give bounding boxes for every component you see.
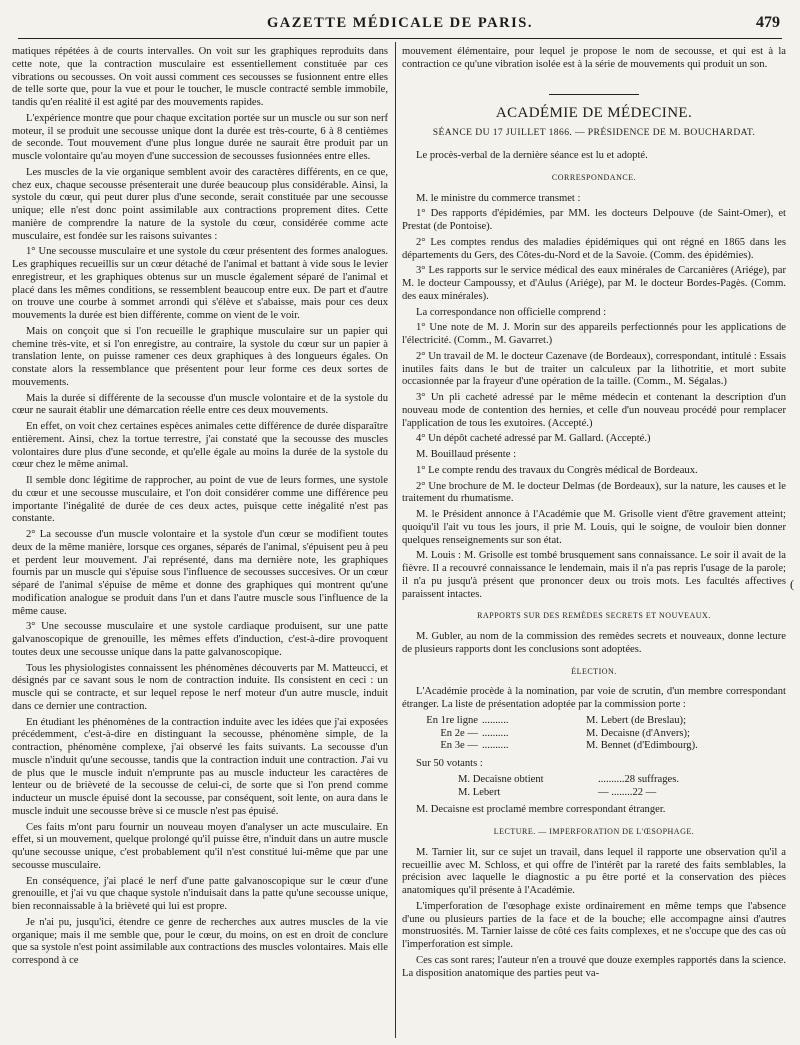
- vote-dots: — ........: [598, 786, 633, 798]
- session-heading: SÉANCE DU 17 JUILLET 1866. — PRÉSIDENCE DE M. BOUCHARDAT.: [432, 127, 756, 139]
- paragraph: L'imperforation de l'œsophage existe ordinairement en même temps que l'absence d'une ou plusieurs parties de la face et de la bouche; elle accompagne ainsi d'autres monstruosités. M. Tarnier laisse de côté ces faits complexes, et ne s'occupe que des cas où l'imperforation est simple.: [402, 900, 786, 950]
- subsection-heading: ÉLECTION.: [571, 666, 617, 676]
- paragraph: 2° Un travail de M. le docteur Cazenave (de Bordeaux), correspondant, intitulé : Essais inutiles faits dans le but de traiter un calculeux par la lithotritie, et mort subite occasionnée par la frayeur d'une opération de la taille. (Comm., M. Ségalas.): [402, 350, 786, 388]
- paragraph: M. le ministre du commerce transmet :: [416, 192, 581, 204]
- paragraph: Tous les physiologistes connaissent les phénomènes découverts par M. Matteucci, et désignés par ce savant sous le nom de contraction induite. Ils consistent en ceci : un muscle qui se contracte, et sur lequel repose le nerf moteur d'un autre muscle, induit dans ce dernier une contraction.: [12, 662, 388, 712]
- candidate-rank: En 2e —: [440, 727, 478, 739]
- paragraph: Mais la durée si différente de la secousse d'un muscle volontaire et de la systole du cœur ne saurait établir une démarcation réelle entre ces deux mouvements.: [12, 392, 388, 417]
- subsection-heading: LECTURE. — IMPERFORATION DE L'ŒSOPHAGE.: [493, 827, 695, 836]
- paragraph: M. le Président annonce à l'Académie que M. Grisolle vient d'être gravement atteint; quoiqu'il l'ait vu tous les jours, il prie M. Louis, qui le soigne, de vouloir bien donner quelques renseignements sur son état.: [402, 509, 786, 546]
- paragraph: Le procès-verbal de la dernière séance est lu et adopté.: [416, 150, 648, 161]
- vote-row: [402, 787, 786, 800]
- paragraph: En effet, on voit chez certaines espèces animales cette différence de durée disparaître entièrement. Ainsi, chez la tortue terrestre, j'ai constaté que la secousse des muscles volontaires dure plus d'une seconde, et qu'elle égale au moins la durée de la systole du cœur chez le même animal.: [12, 421, 388, 471]
- candidate-list: [402, 715, 786, 753]
- paragraph: Je n'ai pu, jusqu'ici, étendre ce genre de recherches aux autres muscles de la vie organique; mais il me semble que, pour le cœur, du moins, on est en droit de conclure que sa systole n'est point assimilable aux contractions des muscles volontaires. Mais elle correspond à ce: [12, 916, 388, 966]
- paragraph: 3° Les rapports sur le service médical des eaux minérales de Carcanières (Ariége), par M. le docteur Campoussy, et d'Aulus (Ariége), par M. le docteur Bordes-Pagès. (Comm. des eaux minérales).: [402, 265, 786, 302]
- candidate-name: M. Lebert (de Breslau);: [586, 714, 687, 726]
- paragraph: 2° Une brochure de M. le docteur Delmas (de Bordeaux), sur la nature, les causes et le traitement du rhumatisme.: [402, 480, 786, 505]
- paragraph: Mais on conçoit que si l'on recueille le graphique musculaire sur un papier qui chemine très-vite, et si l'on enregistre, au contraire, la systole du cœur sur un papier à translation lente, on puisse ramener ces deux graphiques à des longueurs égales. On constate alors la ressemblance que présentent pour leur forme ces deux sortes de mouvements.: [12, 325, 388, 388]
- candidate-row: [402, 740, 786, 753]
- subsection-heading: CORRESPONDANCE.: [551, 172, 637, 182]
- paragraph: Il semble donc légitime de rapprocher, au point de vue de leurs formes, une systole du cœur et une secousse musculaire, et l'on doit considérer comme une différence peu importante l'inégalité de durée de ces deux actes, puisque cette inégalité n'est pas constante.: [12, 475, 388, 525]
- paragraph: matiques répétées à de courts intervalles. On voit sur les graphiques reproduits dans cette note, que la contraction musculaire est essentiellement constituée par ces vibrations ou secousses. On voit aussi comment ces secousses se fusionnent entre elles de telle sorte que, pour la vue et pour le toucher, le muscle contracté semble immobile, tandis qu'en réalité il est agité par des mouvements rapides.: [12, 46, 388, 108]
- candidate-rank: En 3e —: [440, 740, 478, 752]
- paragraph: Les muscles de la vie organique semblent avoir des caractères différents, en ce que, chez eux, chaque secousse présenterait une durée beaucoup plus considérable. Ainsi, la systole du cœur, qui peut durer plus d'une seconde, serait constituée par une secousse unique; elle n'est donc point assimilable aux contractions proprement dites. Cette manière de comprendre la nature de la systole du cœur, considérée comme acte musculaire, est fondée sur les raisons suivantes :: [12, 166, 388, 242]
- paragraph: Ces cas sont rares; l'auteur n'en a trouvé que douze exemples rapportés dans la science. La disposition anatomique des parties peut va-: [402, 954, 786, 979]
- paragraph: En conséquence, j'ai placé le nerf d'une patte galvanoscopique sur le cœur d'une grenouille, et j'ai vu que chaque systole n'induisait dans la patte qu'une secousse unique, bien reconnaissable à la brièveté qui lui est propre.: [12, 875, 388, 912]
- vote-name: M. Decaisne obtient: [458, 773, 544, 785]
- vote-results: [402, 774, 786, 800]
- page-header: [18, 8, 782, 39]
- left-column: [12, 46, 388, 1036]
- right-column: [402, 46, 786, 1036]
- paragraph: Sur 50 votants :: [416, 758, 483, 769]
- paragraph: 4° Un dépôt cacheté adressé par M. Gallard. (Accepté.): [416, 433, 651, 445]
- paragraph: M. Bouillaud présente :: [416, 449, 517, 460]
- subsection-heading: RAPPORTS SUR DES REMÈDES SECRETS ET NOUVEAUX.: [477, 611, 711, 621]
- vote-row: [402, 774, 786, 787]
- page-number: 479: [756, 14, 780, 31]
- paragraph: 3° Un pli cacheté adressé par le même médecin et contenant la description d'un nouveau mode de contention des hernies, et celle d'un nouveau procédé pour remplacer l'application de tous les exutoires. (Accepté.): [402, 392, 786, 429]
- candidate-name: M. Bennet (d'Edimbourg).: [586, 740, 698, 752]
- paragraph: 1° Une secousse musculaire et une systole du cœur présentent des formes analogues. Les graphiques recueillis sur un cœur détaché de l'animal et battant à vide sous le levier enregistreur, et les graphiques obtenus sur un muscle également séparé de l'animal et placé dans les mêmes conditions, se ressemblent beaucoup entre eux. De part et d'autre on trouve une courbe à sommet arrondi qui s'élève et s'abaisse, mais pour ces deux mouvements la durée est bien différente, comme on vient de le voir.: [12, 246, 388, 321]
- candidate-row: [402, 715, 786, 728]
- candidate-dots: ..........: [482, 740, 509, 752]
- vote-name: M. Lebert: [458, 786, 501, 798]
- paragraph: En étudiant les phénomènes de la contraction induite avec les idées que j'ai exposées précédemment, c'est-à-dire en distinguant la secousse, phénomène simple, de la contraction, phénomène complexe, j'ai observé les faits suivants. La secousse d'un muscle n'induit qu'une secousse, tandis que la contraction induit une contraction. J'ai vu de plus que le muscle induit n'emprunte pas au muscle inducteur les caractères de lenteur ou de brièveté de la secousse de celui-ci, de sorte que si l'on prend comme inducteur un muscle épuisé dont la secousse, par conséquent, soit lente, on aura dans le muscle induit une secousse brève si ce muscle n'est pas épuisé.: [12, 716, 388, 817]
- paragraph: M. Louis : M. Grisolle est tombé brusquement sans connaissance. Le soir il avait de la fièvre. Il a recouvré connaissance le lendemain, mais il n'a pas repris l'usage de la parole; il n'a pu jusqu'à présent que prononcer deux ou trois mots. Les facultés affectives paraissent intactes.: [402, 550, 786, 600]
- candidate-dots: ..........: [482, 714, 509, 726]
- paragraph: L'Académie procède à la nomination, par voie de scrutin, d'un membre correspondant étranger. La liste de présentation adoptée par la commission porte :: [402, 686, 786, 710]
- section-heading: ACADÉMIE DE MÉDECINE.: [495, 104, 693, 121]
- section-separator: [549, 94, 639, 95]
- candidate-row: [402, 728, 786, 741]
- paragraph: M. Tarnier lit, sur ce sujet un travail, dans lequel il rapporte une observation qu'il a recueillie avec M. Schloss, et qui offre de l'intérêt par la rareté des faits semblables, la précision avec laquelle le diagnostic a pu être porté et la conservation des pièces anatomiques qu'il présente à l'Académie.: [402, 846, 786, 896]
- vote-result: 22 —: [632, 786, 657, 798]
- vote-dots: ..........: [598, 773, 625, 785]
- paragraph: 2° La secousse d'un muscle volontaire et la systole d'un cœur se modifient toutes deux de la même manière, lorsque ces organes, séparés de l'animal, s'épuisent peu à peu et perdent leur mouvement. J'ai représenté, dans ma dernière note, les graphiques fournis par un muscle qui s'épuise sous l'influence de secousses succesives. Or un cœur séparé de l'animal s'épuise de même et donne des graphiques qui montrent qu'une modification analogue se produit dans l'un et dans l'autre muscle sous l'influence de la même cause.: [12, 529, 388, 617]
- candidate-rank: En 1re ligne: [426, 714, 478, 726]
- paragraph: M. Gubler, au nom de la commission des remèdes secrets et nouveaux, donne lecture de plusieurs rapports dont les conclusions sont adoptées.: [402, 631, 786, 655]
- paragraph: 1° Des rapports d'épidémies, par MM. les docteurs Delpouve (de Saint-Omer), et Prestat (de Pontoise).: [402, 208, 786, 232]
- paragraph: Ces faits m'ont paru fournir un nouveau moyen d'analyser un acte musculaire. En effet, si un mouvement, quelque prolongé qu'il puisse être, n'induit dans un autre muscle qu'une secousse unique, c'est probablement qu'il n'est constitué lui-même que par une secousse musculaire.: [12, 821, 388, 871]
- paragraph: 2° Les comptes rendus des maladies épidémiques qui ont régné en 1865 dans les départements du Gers, des Côtes-du-Nord et de la Savoie. (Comm. des épidémies).: [402, 236, 786, 261]
- column-divider: [395, 42, 396, 1038]
- paragraph: M. Decaisne est proclamé membre correspondant étranger.: [416, 804, 666, 816]
- vote-result: 28 suffrages.: [624, 773, 680, 785]
- paragraph: 3° Une secousse musculaire et une systole cardiaque produisent, sur une patte galvanoscopique de grenouille, les mêmes effets d'induction, c'est-à-dire provoquent toutes deux une secousse unique dans la patte galvanoscopique.: [12, 621, 388, 658]
- paragraph: 1° Le compte rendu des travaux du Congrès médical de Bordeaux.: [416, 464, 698, 476]
- paragraph: L'expérience montre que pour chaque excitation portée sur un muscle ou sur son nerf moteur, il se produit une secousse unique dont la durée est très-courte, 6 à 8 centièmes de seconde. Tout mouvement d'une plus longue durée ne saurait être produit par un muscle volontaire qu'au moyen d'une succession de secousses fusionnées entre elles.: [12, 112, 388, 162]
- journal-title: GAZETTE MÉDICALE DE PARIS.: [267, 15, 533, 31]
- paragraph: mouvement élémentaire, pour lequel je propose le nom de secousse, et qui est à la contraction ce qu'une vibration isolée est à la série de mouvements qui produit un son.: [402, 46, 786, 70]
- paragraph: 1° Une note de M. J. Morin sur des appareils perfectionnés pour les applications de l'électricité. (Comm., M. Gavarret.): [402, 322, 786, 346]
- candidate-dots: ..........: [482, 727, 509, 739]
- paragraph: La correspondance non officielle comprend :: [416, 306, 607, 318]
- candidate-name: M. Decaisne (d'Anvers);: [586, 727, 690, 739]
- margin-mark: (: [790, 577, 794, 591]
